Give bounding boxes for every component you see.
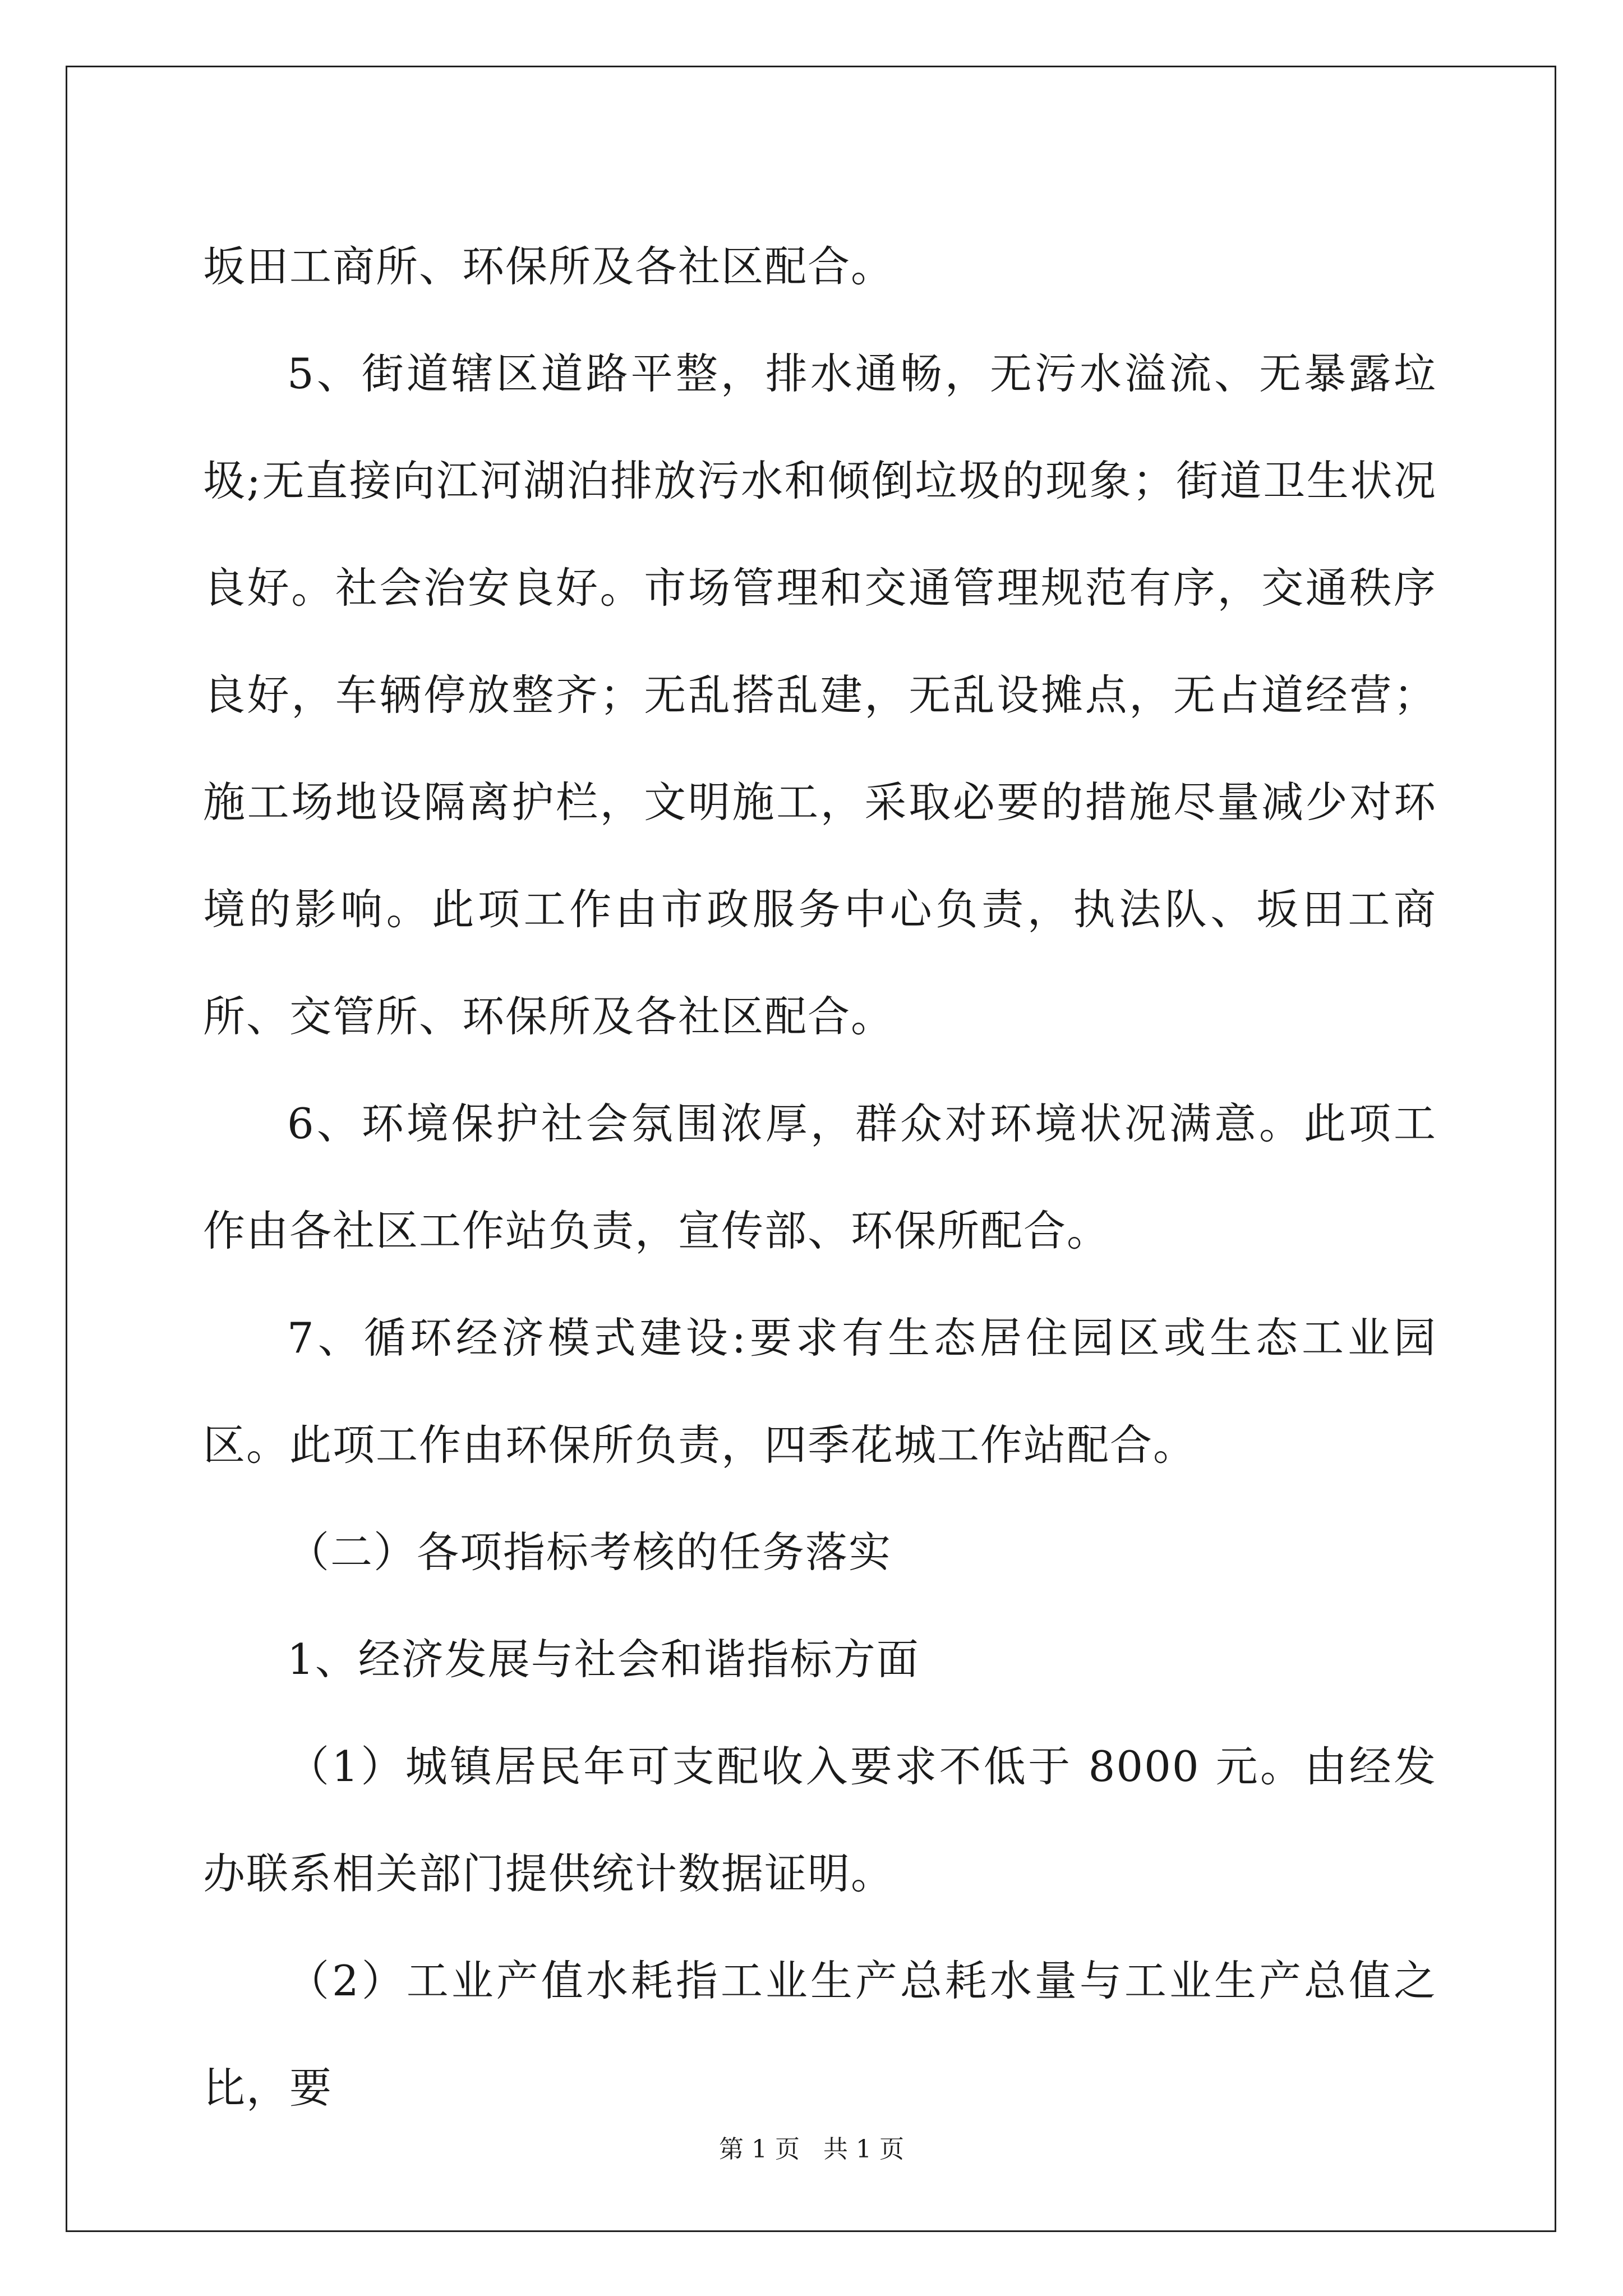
subsection-heading-1: 1、经济发展与社会和谐指标方面 — [287, 1635, 920, 1684]
paragraph-item-6: 6、环境保护社会氛围浓厚，群众对环境状况满意。此项工作由各社区工作站负责，宣传部、环保所配合。 — [203, 1099, 1437, 1255]
paragraph-sub-item-1: （1）城镇居民年可支配收入要求不低于 8000 元。由经发办联系相关部门提供统计数据证明。 — [203, 1742, 1437, 1898]
page-number-footer: 第 1 页 共 1 页 — [719, 2135, 904, 2164]
paragraph-continuation: 坂田工商所、环保所及各社区配合。 — [203, 242, 895, 291]
section-heading-2: （二）各项指标考核的任务落实 — [287, 1527, 892, 1577]
paragraph-item-7: 7、循环经济模式建设:要求有生态居住园区或生态工业园区。此项工作由环保所负责，四季花城工作站配合。 — [203, 1313, 1437, 1470]
document-body — [203, 213, 1437, 2142]
paragraph-item-5: 5、街道辖区道路平整，排水通畅，无污水溢流、无暴露垃圾;无直接向江河湖泊排放污水和倾倒垃圾的现象；街道卫生状况良好。社会治安良好。市场管理和交通管理规范有序，交通秩序良好，车辆停放整齐；无乱搭乱建，无乱设摊点，无占道经营；施工场地设隔离护栏，文明施工，采取必要的措施尽量减少对环境的影响。此项工作由市政服务中心负责，执法队、坂田工商所、交管所、环保所及各社区配合。 — [203, 349, 1437, 1041]
paragraph-sub-item-2: （2）工业产值水耗指工业生产总耗水量与工业生产总值之比，要 — [203, 1956, 1437, 2113]
